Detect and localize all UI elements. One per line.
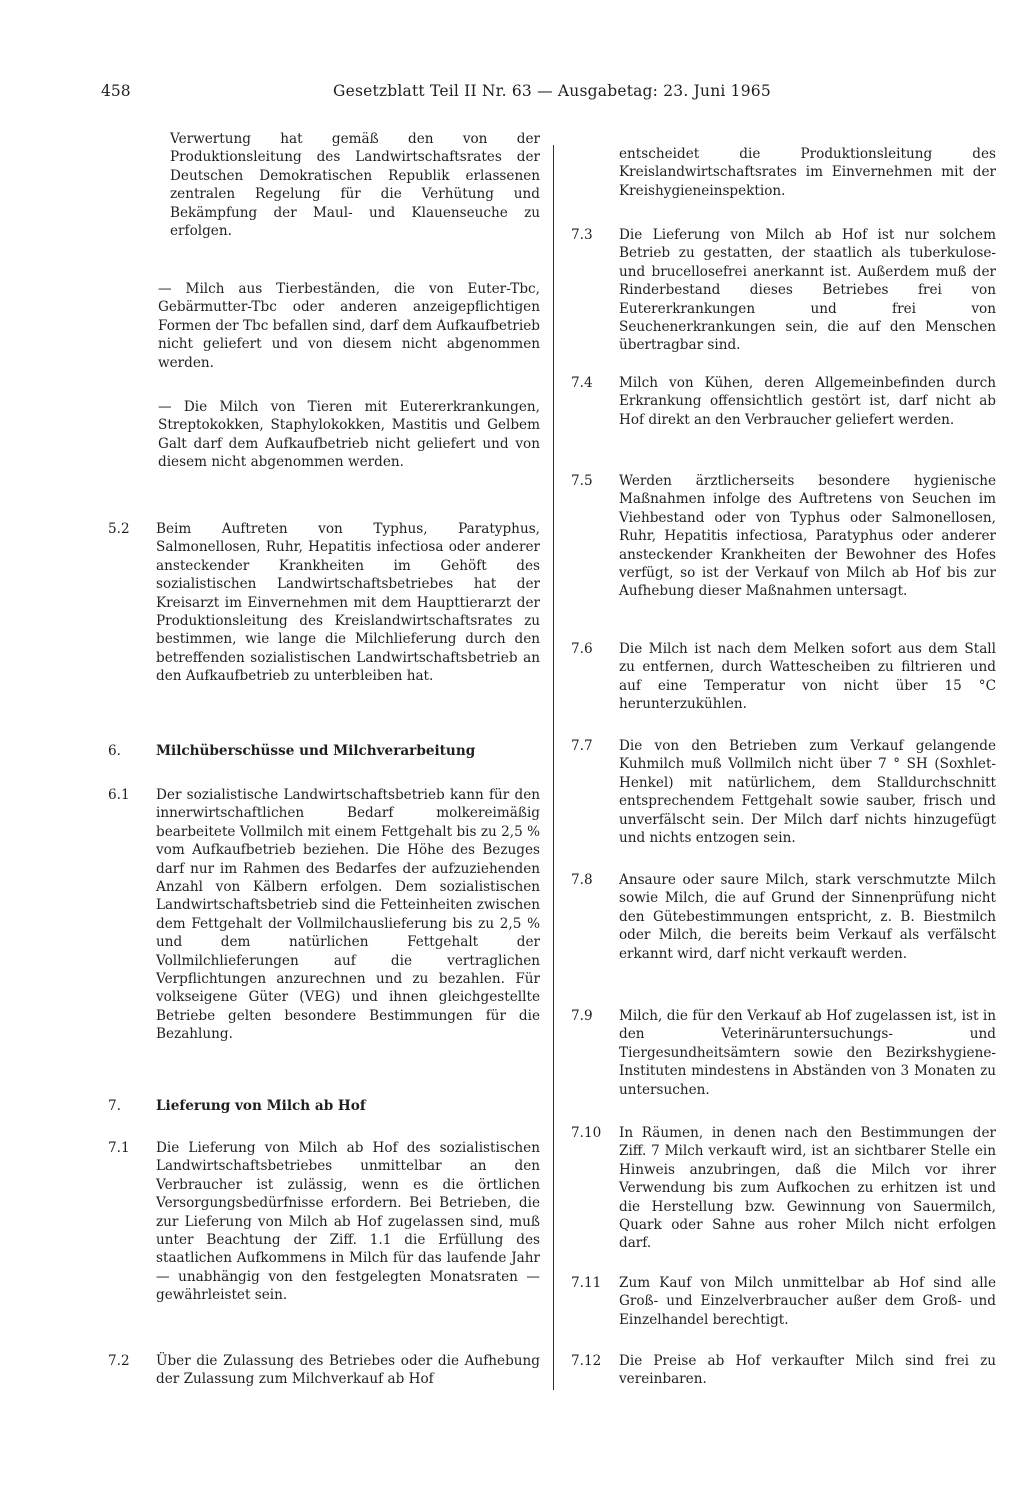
section-7-heading (108, 1097, 540, 1115)
section-text: Ansaure oder saure Milch, stark verschmutzte Milch sowie Milch, die auf Grund der Sinnenprüfung nicht den Gütebestimmungen entspricht, z. B. Biestmilch oder Milch, die bereits beim Verkauf als verfälscht erkannt wird, darf nicht verkauft werden. (619, 872, 996, 962)
section-7-6 (571, 640, 996, 714)
section-number: 7.2 (108, 1353, 130, 1369)
section-number: 7.12 (571, 1353, 602, 1369)
section-number: 7.3 (571, 227, 593, 243)
section-7-3 (571, 226, 996, 355)
continuation-paragraph: entscheidet die Produktionsleitung des Kreislandwirtschaftsrates im Einvernehmen mit der Kreishygieneinspektion. (619, 146, 996, 199)
section-heading: Milchüberschüsse und Milchverarbeitung (156, 743, 476, 759)
section-7-5 (571, 472, 996, 601)
section-7-7 (571, 737, 996, 847)
section-text: Der sozialistische Landwirtschaftsbetrieb kann für den innerwirtschaftlichen Bedarf molkereimäßig bearbeitete Vollmilch mit einem Fettgehalt bis zu 2,5 % vom Aufkaufbetrieb beziehen. Die Höhe des Bezuges darf nur im Rahmen des Bedarfes der aufzuziehenden Anzahl von Kälbern erfolgen. Dem sozialistischen Landwirtschaftsbetrieb sind die Fetteinheiten zwischen dem Fettgehalt der Vollmilchauslieferung bis zu 2,5 % und dem natürlichen Fettgehalt der Vollmilchlieferungen auf die vertraglichen Verpflichtungen anzurechnen und zu bezahlen. Für volkseigene Güter (VEG) und ihnen gleichgestellte Betriebe gelten besondere Bestimmungen für die Bezahlung. (156, 787, 540, 1043)
section-number: 6.1 (108, 787, 130, 803)
section-number: 7.8 (571, 872, 593, 888)
section-7-12 (571, 1352, 996, 1389)
page-header (0, 82, 1024, 106)
running-title: Gesetzblatt Teil II Nr. 63 — Ausgabetag: 23. Juni 1965 (333, 82, 771, 100)
section-text: Milch, die für den Verkauf ab Hof zugelassen ist, ist in den Veterinäruntersuchungs- und Tiergesundheitsämtern sowie den Bezirkshygiene-Instituten mindestens in Abständen von 3 Monaten zu untersuchen. (619, 1008, 996, 1098)
column-divider (553, 145, 554, 1390)
section-number: 7.5 (571, 473, 593, 489)
section-7-10 (571, 1124, 996, 1253)
intro-paragraph: Verwertung hat gemäß den von der Produktionsleitung des Landwirtschaftsrates der Deutschen Demokratischen Republik erlassenen zentralen Regelung für die Verhütung und Bekämpfung der Maul- und Klauenseuche zu erfolgen. (170, 131, 540, 240)
section-text: Über die Zulassung des Betriebes oder die Aufhebung der Zulassung zum Milchverkauf ab Hof (156, 1353, 540, 1388)
section-6-1 (108, 786, 540, 1044)
section-number: 7.11 (571, 1275, 602, 1291)
section-number: 7.1 (108, 1140, 130, 1156)
section-text: Die Lieferung von Milch ab Hof ist nur solchem Betrieb zu gestatten, der staatlich als tuberkulose- und brucellosefrei anerkannt ist. Außerdem muß der Rinderbestand dieses Betriebes frei von Eutererkrankungen und frei von Seuchenerkrankungen sein, die auf den Menschen übertragbar sind. (619, 227, 996, 354)
section-number: 5.2 (108, 521, 130, 537)
section-heading: Lieferung von Milch ab Hof (156, 1098, 366, 1114)
section-number: 7.9 (571, 1008, 593, 1024)
section-6-heading (108, 742, 540, 760)
section-7-4 (571, 374, 996, 429)
section-text: Die Lieferung von Milch ab Hof des sozialistischen Landwirtschaftsbetriebes unmittelbar an den Verbraucher ist zulässig, wenn es die örtlichen Versorgungsbedürfnisse erfordern. Bei Betrieben, die zur Lieferung von Milch ab Hof zugelassen sind, muß unter Beachtung der Ziff. 1.1 die Erfüllung des staatlichen Aufkommens in Milch für das laufende Jahr — unabhängig von den festgelegten Monatsraten — gewährleistet sein. (156, 1140, 540, 1304)
page-number: 458 (101, 82, 131, 100)
section-number: 7.4 (571, 375, 593, 391)
section-number: 7. (108, 1098, 121, 1114)
section-number: 7.6 (571, 641, 593, 657)
section-text: Milch von Kühen, deren Allgemeinbefinden durch Erkrankung offensichtlich gestört ist, darf nicht ab Hof direkt an den Verbraucher geliefert werden. (619, 375, 996, 428)
section-number: 7.10 (571, 1125, 602, 1141)
section-7-8 (571, 871, 996, 963)
section-number: 6. (108, 743, 121, 759)
section-text: Die Milch ist nach dem Melken sofort aus dem Stall zu entfernen, durch Wattescheiben zu filtrieren und auf eine Temperatur von nicht über 15 °C herunterzukühlen. (619, 641, 996, 713)
section-text: In Räumen, in denen nach den Bestimmungen der Ziff. 7 Milch verkauft wird, ist an sichtbarer Stelle ein Hinweis anzubringen, daß die Milch vor ihrer Verwendung bis zum Aufkochen zu erhitzen ist und die Herstellung bzw. Gewinnung von Sauermilch, Quark oder Sahne aus roher Milch nicht erfolgen darf. (619, 1125, 996, 1252)
section-text: Die von den Betrieben zum Verkauf gelangende Kuhmilch muß Vollmilch nicht über 7 ° SH (Soxhlet-Henkel) mit natürlichem, dem Stalldurchschnitt entsprechendem Fettgehalt sowie sauber, frisch und unverfälscht sein. Der Milch darf nichts hinzugefügt und nichts entzogen sein. (619, 738, 996, 847)
section-7-2 (108, 1352, 540, 1389)
section-number: 7.7 (571, 738, 593, 754)
section-text: Die Preise ab Hof verkaufter Milch sind frei zu vereinbaren. (619, 1353, 996, 1388)
section-text: Zum Kauf von Milch unmittelbar ab Hof sind alle Groß- und Einzelverbraucher außer dem Groß- und Einzelhandel berechtigt. (619, 1275, 996, 1328)
section-5-2 (108, 520, 540, 686)
dash-item: — Die Milch von Tieren mit Eutererkrankungen, Streptokokken, Staphylokokken, Mastitis und Gelbem Galt darf dem Aufkaufbetrieb nicht geliefert und von diesem nicht abgenommen werden. (158, 399, 540, 471)
section-text: Beim Auftreten von Typhus, Paratyphus, Salmonellosen, Ruhr, Hepatitis infectiosa oder anderer ansteckender Krankheiten im Gehöft des sozialistischen Landwirtschaftsbetriebes hat der Kreisarzt im Einvernehmen mit dem Haupttierarzt der Produktionsleitung des Kreislandwirtschaftsrates zu bestimmen, wie lange die Milchlieferung durch den betreffenden sozialistischen Landwirtschaftsbetrieb an den Aufkaufbetrieb zu unterbleiben hat. (156, 521, 540, 685)
section-7-1 (108, 1139, 540, 1305)
section-text: Werden ärztlicherseits besondere hygienische Maßnahmen infolge des Auftretens von Seuchen im Viehbestand oder von Typhus oder Salmonellosen, Ruhr, Hepatitis infectiosa, Paratyphus oder anderer ansteckender Krankheiten der Bewohner des Hofes verfügt, so ist der Verkauf von Milch ab Hof bis zur Aufhebung dieser Maßnahmen untersagt. (619, 473, 996, 600)
section-7-11 (571, 1274, 996, 1329)
section-7-9 (571, 1007, 996, 1099)
dash-item: — Milch aus Tierbeständen, die von Euter-Tbc, Gebärmutter-Tbc oder anderen anzeigepflichtigen Formen der Tbc befallen sind, darf dem Aufkaufbetrieb nicht geliefert und von diesem nicht abgenommen werden. (158, 281, 540, 371)
